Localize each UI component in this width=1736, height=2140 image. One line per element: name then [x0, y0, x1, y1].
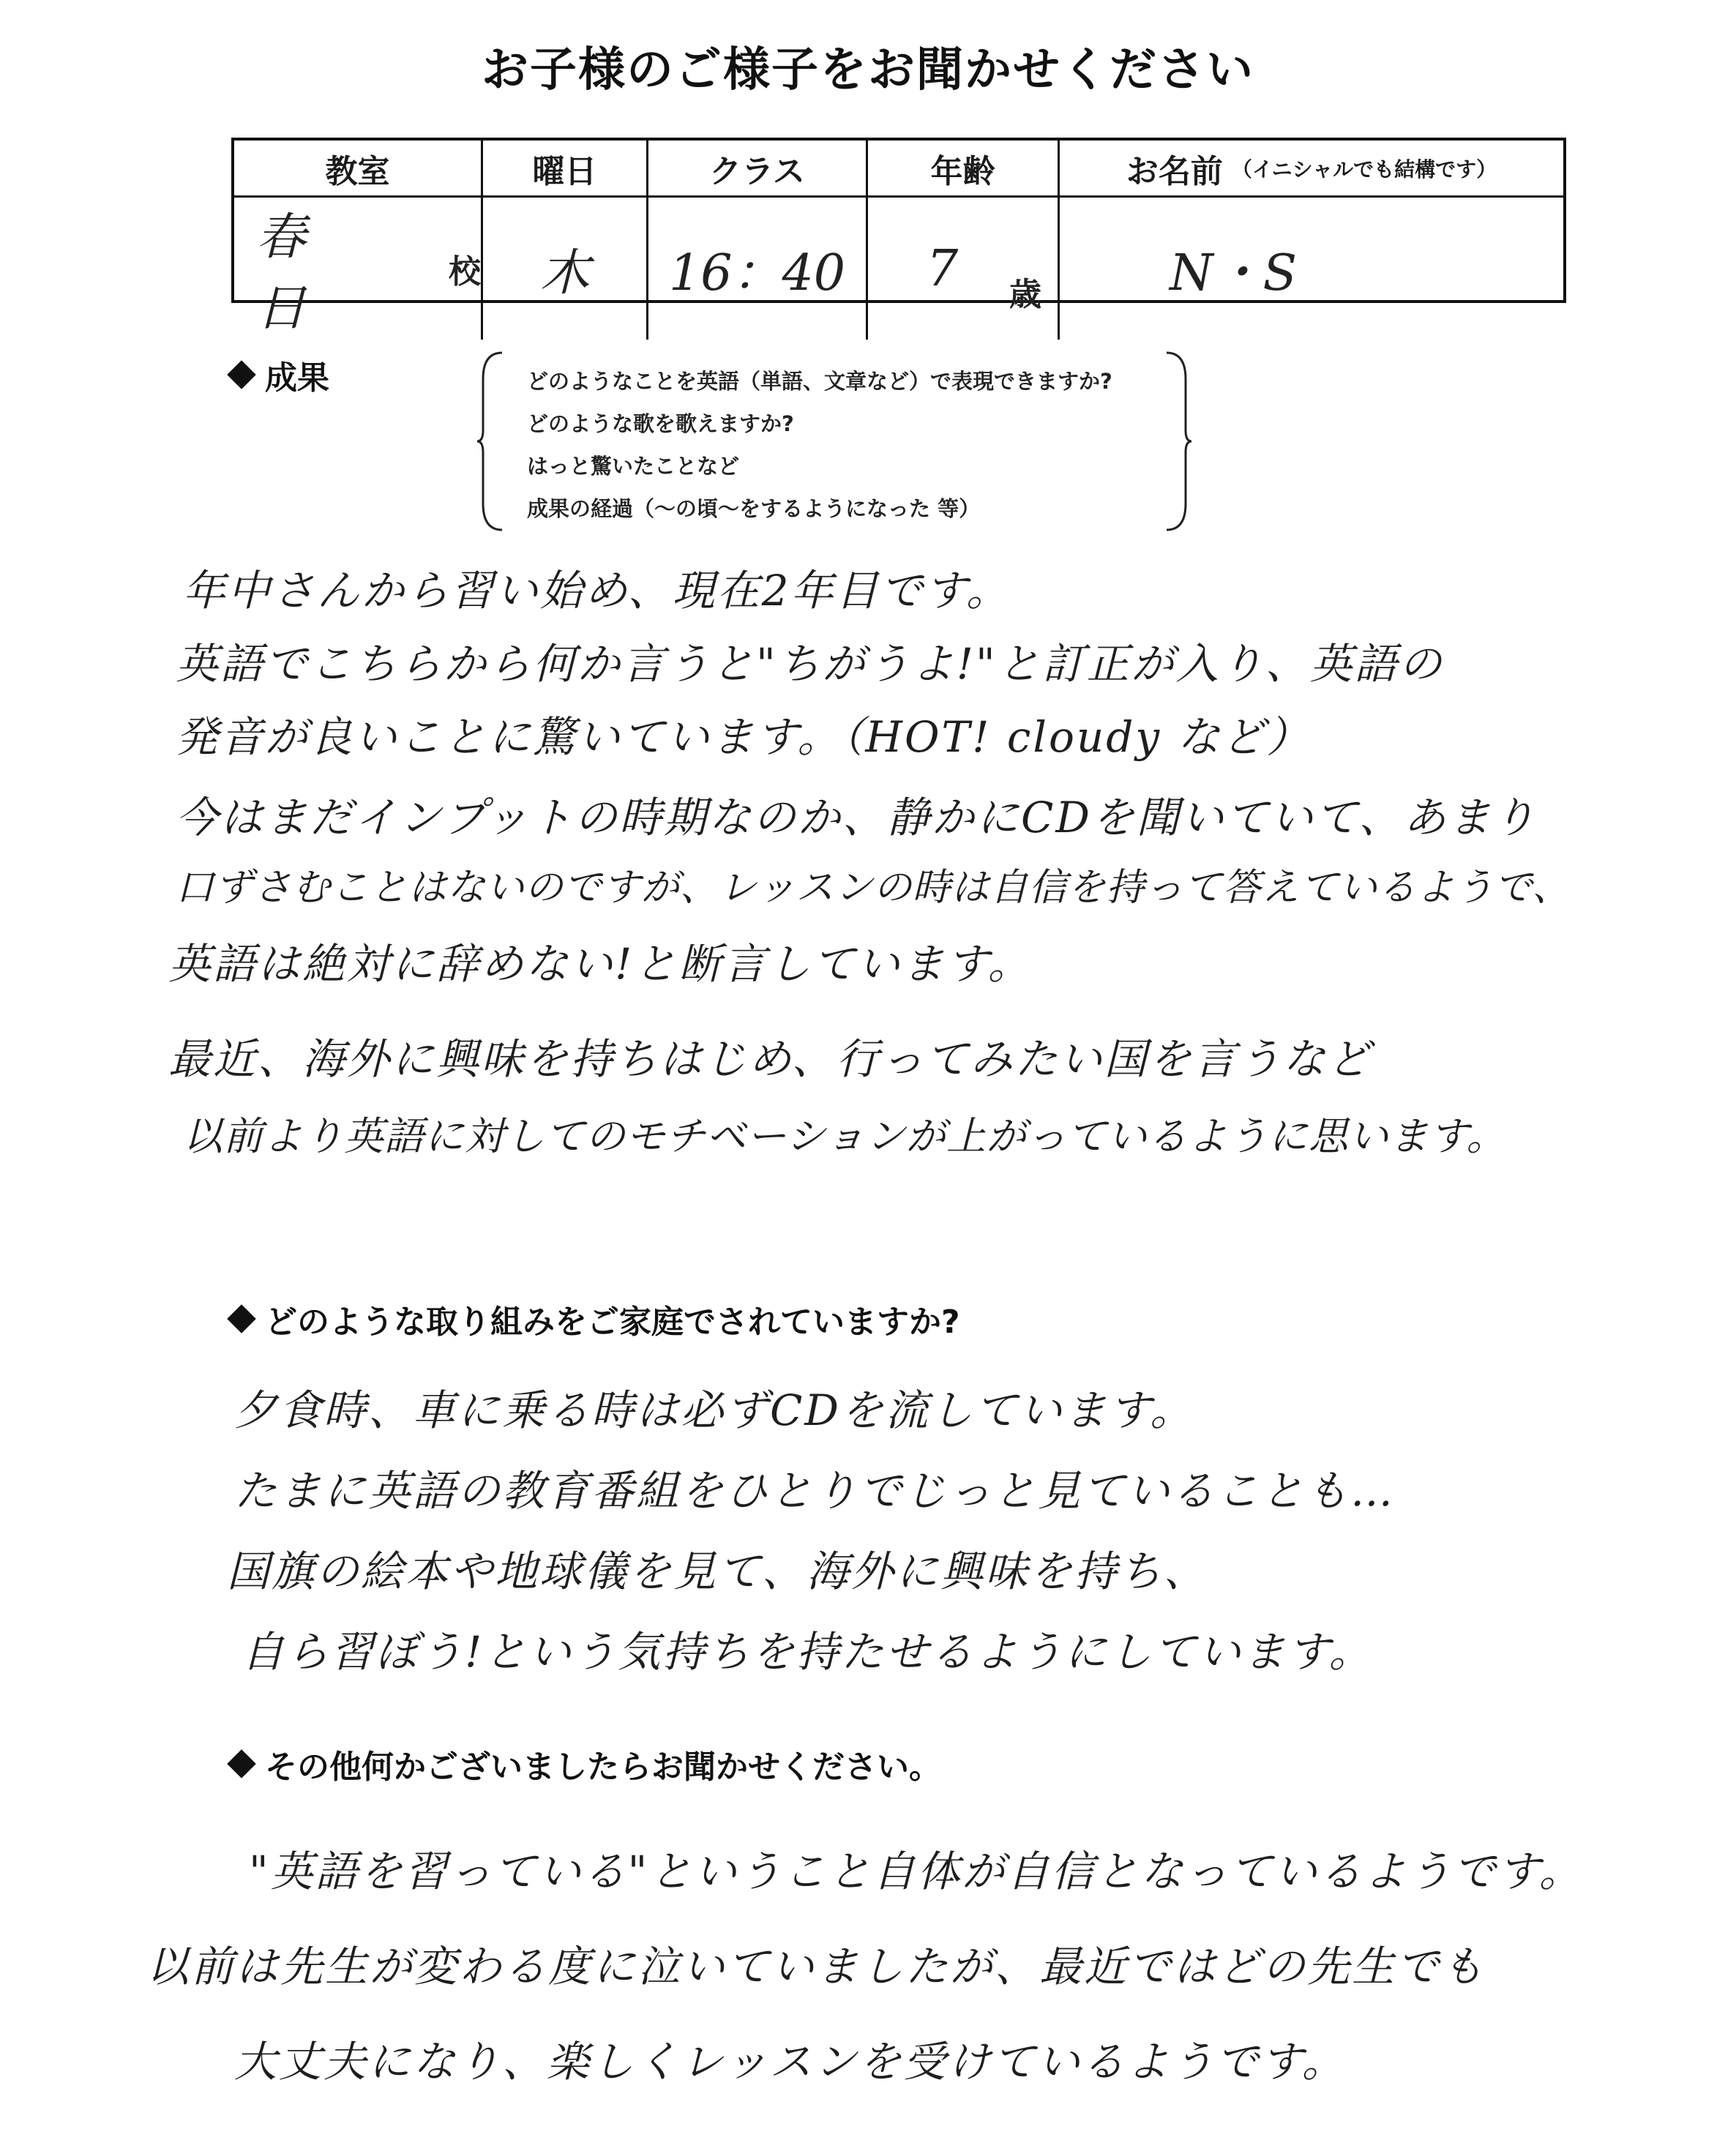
section-home-heading	[227, 1295, 960, 1342]
header-day: 曜日	[483, 141, 648, 198]
answer-line: 年中さんから習い始め、現在2年目です。	[183, 566, 1011, 616]
header-name	[1060, 141, 1563, 198]
section-other-heading	[227, 1740, 941, 1787]
prompt-line: どのようなことを英語（単語、文章など）で表現できますか?	[527, 369, 1112, 394]
prompt-line: はっと驚いたことなど	[527, 454, 740, 479]
school-value-cell	[234, 198, 483, 340]
header-school: 教室	[234, 141, 483, 198]
info-table	[231, 138, 1566, 337]
day-value: 木	[483, 198, 648, 340]
age-value: 7	[927, 239, 959, 298]
age-suffix: 歳	[1009, 276, 1041, 313]
header-name-note: （イニシャルでも結構です）	[1231, 157, 1497, 182]
right-bracket-icon	[1164, 350, 1193, 533]
answer-line: 今はまだインプットの時期なのか、静かにCDを聞いていて、あまり	[176, 793, 1538, 842]
answer-line: 夕食時、車に乗る時は必ずCDを流しています。	[234, 1385, 1195, 1435]
answer-line: 国旗の絵本や地球儀を見て、海外に興味を持ち、	[227, 1546, 1208, 1596]
answer-line: 最近、海外に興味を持ちはじめ、行ってみたい国を言うなど	[168, 1034, 1372, 1084]
diamond-bullet-icon	[227, 360, 256, 389]
diamond-bullet-icon	[227, 1749, 256, 1778]
header-class: クラス	[648, 141, 868, 198]
prompt-line: どのような歌を歌えますか?	[527, 411, 794, 436]
prompt-line: 成果の経過（～の頃～をするようになった 等）	[527, 496, 981, 521]
answer-line: 口ずさむことはないのですが、レッスンの時は自信を持って答えているようで、	[176, 866, 1571, 910]
age-value-cell	[868, 198, 1060, 340]
section-heading-text: その他何かございましたらお聞かせください。	[265, 1748, 941, 1786]
answer-line: 以前は先生が変わる度に泣いていましたが、最近ではどの先生でも	[146, 1942, 1486, 1991]
answer-line: 以前より英語に対してのモチベーションが上がっているように思います。	[183, 1113, 1507, 1159]
answer-line: 大丈夫になり、楽しくレッスンを受けているようです。	[234, 2037, 1347, 2087]
header-age: 年齢	[868, 141, 1060, 198]
results-prompt-box	[476, 350, 1193, 533]
left-bracket-icon	[476, 350, 505, 533]
class-value: 16：40	[648, 198, 868, 340]
header-name-label: お名前	[1126, 152, 1223, 190]
results-prompts	[527, 360, 1112, 530]
answer-line: たまに英語の教育番組をひとりでじっと見ていることも…	[234, 1466, 1396, 1516]
answer-line: 自ら習ぼう!という気持ちを持たせるようにしています。	[242, 1627, 1374, 1677]
section-results-heading	[227, 351, 329, 398]
school-value: 春日	[256, 209, 307, 337]
answer-line: 英語でこちらから何か言うと"ちがうよ!"と訂正が入り、英語の	[176, 639, 1444, 689]
answer-line: 英語は絶対に辞めない!と断言しています。	[168, 939, 1033, 989]
diamond-bullet-icon	[227, 1304, 256, 1333]
school-suffix: 校	[449, 253, 481, 291]
page-title: お子様のご様子をお聞かせください	[482, 43, 1254, 97]
answer-line: 発音が良いことに驚いています。（HOT! cloudy など）	[176, 712, 1312, 762]
section-heading-text: 成果	[265, 359, 329, 397]
answer-line: "英語を習っている"ということ自体が自信となっているようです。	[249, 1847, 1584, 1896]
name-value: N・S	[1170, 244, 1298, 302]
section-heading-text: どのような取り組みをご家庭でされていますか?	[265, 1303, 960, 1341]
